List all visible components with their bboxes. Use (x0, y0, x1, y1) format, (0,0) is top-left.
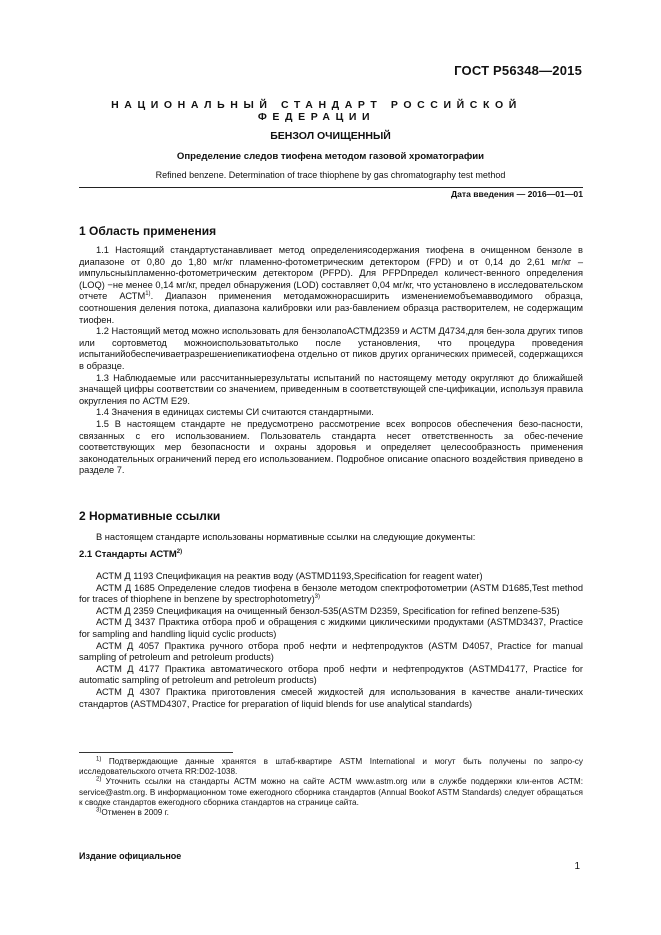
paragraph-1-5: 1.5 В настоящем стандарте не предусмотрено рассмотрение всех вопросов обеспечения безо-пасности, связанных с его использованием. Пользователь стандарта несет ответственность за обес-печение соответствующих мер безопасности и охраны здоровья и определяет целесообразность применения законодательных ограничений перед его использованием. Подробное описание опасного воздействия приведено в разделе 7. (79, 418, 583, 476)
footnote-2-text: Уточнить ссылки на стандарты АСТМ можно на сайте АСТМ www.astm.org или в службе поддержки кли-ентов АСТМ: service@astm.org. В информационном томе ежегодного сборника стандартов (Annual Bookof ASTM Standards) следует обращаться к сводке стандартов ежегодного сборника стандартов на странице сайта. (79, 777, 583, 807)
paragraph-1-3: 1.3 Наблюдаемые или рассчитанныерезультаты испытаний по настоящему методу округляют до ближайшей значащей цифры соответствии со значением, приведенным в соответствующей спе-цификации, используя правила округления по АСТМ E29. (79, 372, 583, 406)
page-number: 1 (574, 861, 580, 872)
reference-d4177: АСТМ Д 4177 Практика автоматического отбора проб нефти и нефтепродуктов (ASTMD4177, Practice for automatic sampling of petroleum and petroleum products) (79, 663, 583, 686)
reference-d1685-text: АСТМ Д 1685 Определение следов тиофена в бензоле методом спектрофотометрии (ASTM D1685,Test method for traces of thiophene in benzene by spectrophotometry) (79, 582, 583, 605)
reference-d1193: АСТМ Д 1193 Спецификация на реактив воду (ASTMD1193,Specification for reagent water) (96, 571, 483, 581)
effective-date: Дата введения — 2016—01—01 (79, 187, 583, 199)
footnote-ref-3: 3) (314, 594, 321, 601)
section-1-body (79, 245, 583, 477)
paragraph-1-2: 1.2 Настоящий метод можно использовать для бензолапоАСТМД2359 и АСТМ Д4734,для бен-зола других типов или сортовметод можноиспользоватьтолько после установления, что процедура проведения испытанийобеспечиваетразрешениепикатиофена отдельно от пиков других органических примесей, содержащихся в образце. (79, 326, 583, 371)
paragraph-1-1-text-a: 1.1 Настоящий стандартустанавливает метод определениясодержания тиофена в очищенном бензоле в диапазоне от 0,80 до 1,80 мг/кг пламенно-фотометрическим детектором (FPD) и от 0,14 до 2,61 мг/кг – импульсныมпламенно-фотометрическим детектором (PFPD). Для PFPDпредел количест-венного определения (LOQ) −не менее 0,14 мг/кг, предел обнаружения (LOD) составляет 0,04 мг/кг, что установлено в исследовательском отчете АСТМ (79, 245, 583, 302)
section-2-intro-text: В настоящем стандарте использованы нормативные ссылки на следующие документы: (96, 532, 476, 542)
footnote-1 (79, 757, 583, 777)
footnotes (79, 757, 583, 818)
subsection-2-1-label: 2.1 Стандарты АСТМ (79, 549, 177, 560)
footnote-ref-2: 2) (176, 548, 183, 555)
astm-references-list (79, 571, 583, 710)
footnote-3-text: Отменен в 2009 г. (101, 808, 169, 818)
footnote-1-text: Подтверждающие данные хранятся в штаб-квартире ASTM International и могут быть получены по запро-су исследовательского отчета RR:D02-1038. (79, 757, 583, 777)
footnote-ref-1: 1) (145, 291, 151, 298)
footnote-2 (79, 777, 583, 808)
english-title: Refined benzene. Determination of trace thiophene by gas chromatography test method (155, 170, 506, 180)
reference-d1685 (79, 583, 583, 606)
paragraph-1-1-text-b: . Диапазон применения методаможнорасширить изменениемобъемавводимого образца, соотношения деления потока, диапазона калибровки или раз-бавлением образца растворителем, не содержащим тиофен. (79, 291, 583, 325)
reference-d4057: АСТМ Д 4057 Практика ручного отбора проб нефти и нефтепродуктов (ASTM D4057, Practice for manual sampling of petroleum and petroleum products) (79, 640, 583, 663)
subsection-2-1-heading (79, 549, 182, 560)
footnote-3 (79, 808, 583, 818)
section-1-heading: 1 Область применения (79, 224, 217, 238)
reference-d2359: АСТМ Д 2359 Спецификация на очищенный бензол-535(ASTM D2359, Specification for refined benzene-535) (96, 605, 560, 616)
reference-d3437: АСТМ Д 3437 Практика отбора проб и обращения с жидкими циклическими продуктами (ASTMD3437, Practice for sampling and handling liquid cyclic products) (79, 617, 583, 639)
gost-code: ГОСТ Р56348—2015 (454, 63, 582, 78)
paragraph-1-1 (79, 245, 583, 326)
section-2-intro (79, 532, 583, 544)
document-title: БЕНЗОЛ ОЧИЩЕННЫЙ (270, 130, 391, 142)
document-subtitle: Определение следов тиофена методом газовой хроматографии (176, 151, 485, 162)
official-edition-label: Издание официальное (79, 851, 182, 861)
footnote-divider (79, 752, 233, 753)
footnote-1-marker: 1) (96, 756, 102, 763)
footnote-2-marker: 2) (96, 776, 102, 783)
national-standard-banner: НАЦИОНАЛЬНЫЙ СТАНДАРТ РОССИЙСКОЙ ФЕДЕРАЦИИ (111, 99, 522, 123)
footnote-3-marker: 3) (96, 807, 102, 814)
reference-d4307: АСТМ Д 4307 Практика приготовления смесей жидкостей для использования в качестве анали-тических стандартов (ASTMD4307, Practice for preparation of liquid blends for use analytical standards) (79, 686, 583, 709)
section-2-heading: 2 Нормативные ссылки (79, 509, 221, 523)
paragraph-1-4: 1.4 Значения в единицах системы СИ считаются стандартными. (96, 407, 374, 418)
